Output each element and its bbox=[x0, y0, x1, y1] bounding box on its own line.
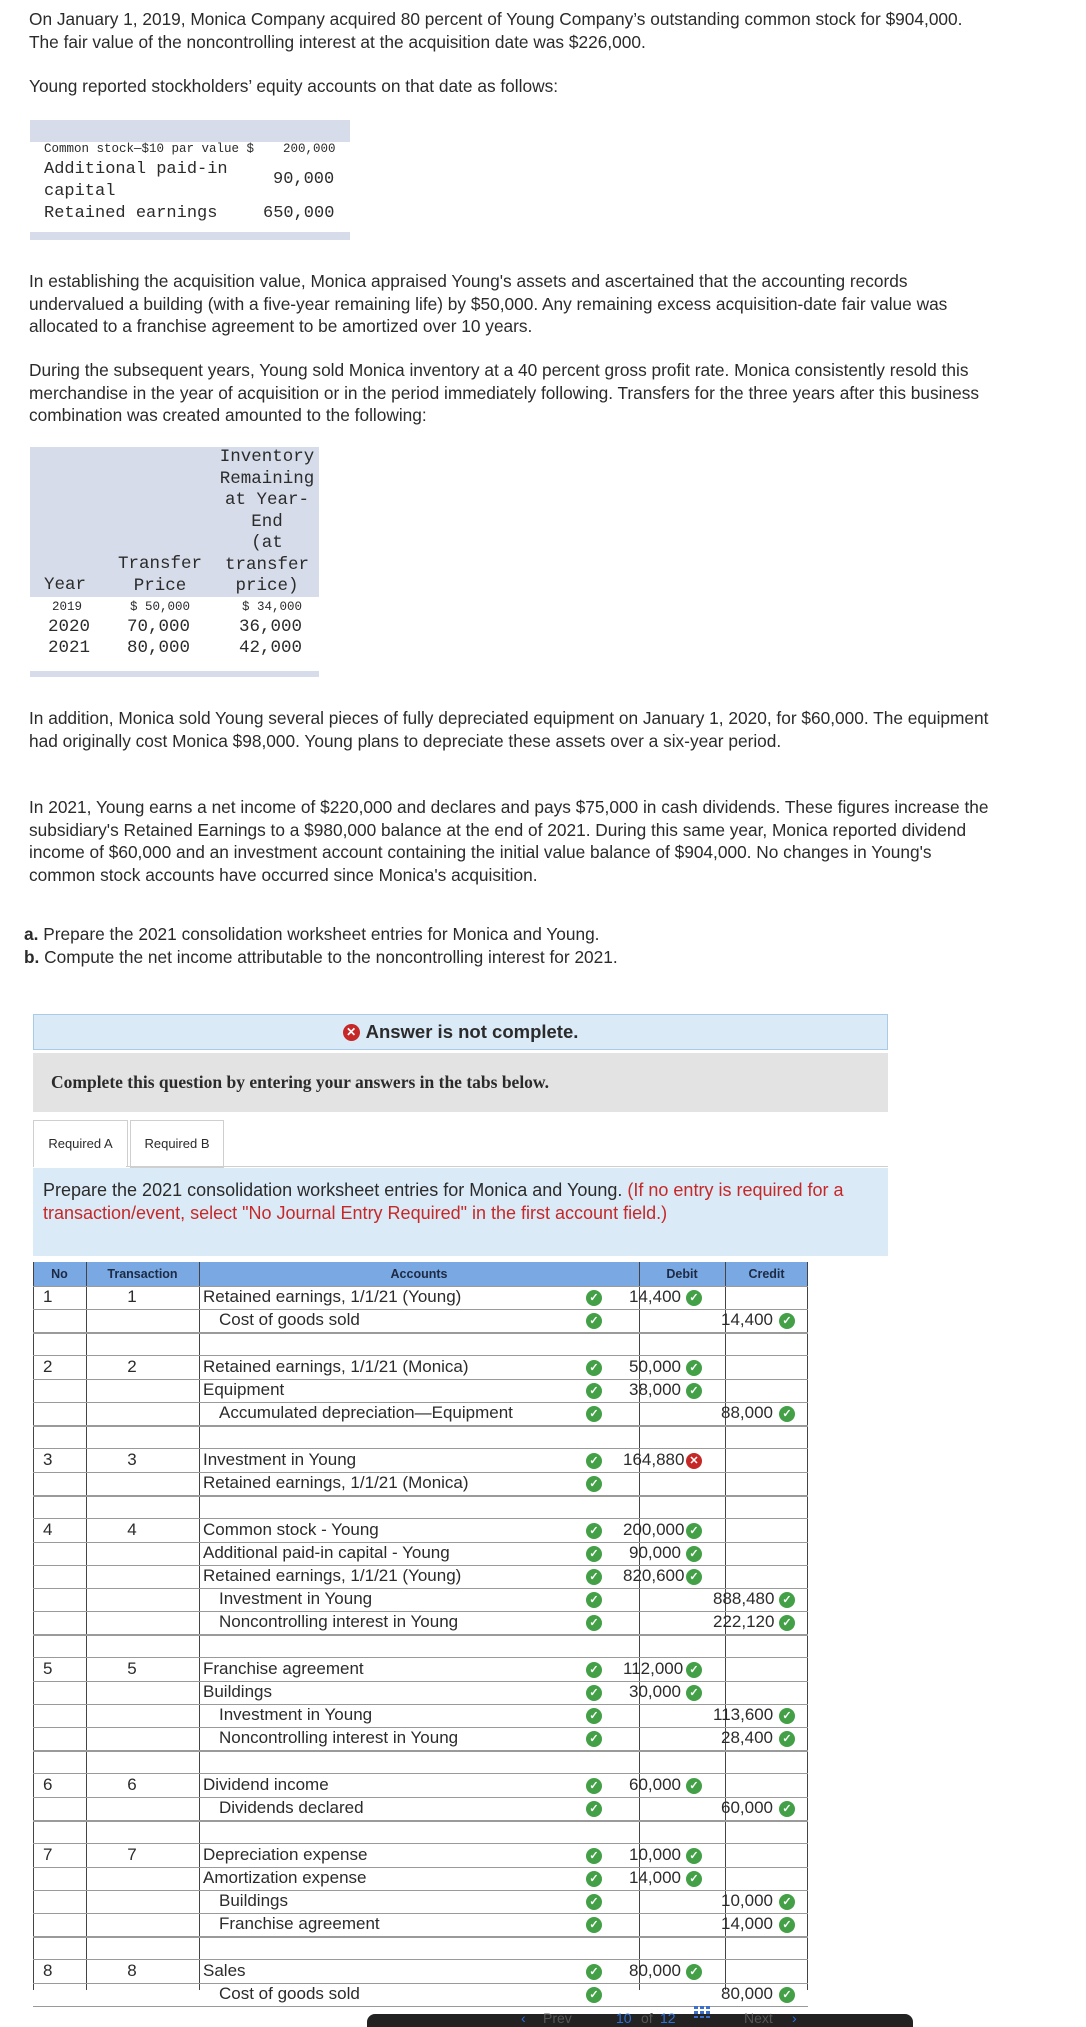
transaction-number: 3 bbox=[127, 1450, 137, 1469]
credit-correct-icon: ✓ bbox=[779, 1313, 795, 1329]
bottom-nav-bar bbox=[367, 2014, 913, 2027]
equity-table bbox=[30, 120, 350, 240]
account-correct-icon: ✓ bbox=[586, 1917, 602, 1933]
transaction-number: 6 bbox=[127, 1775, 137, 1794]
account-correct-icon: ✓ bbox=[586, 1406, 602, 1422]
para-equipment: In addition, Monica sold Young several pieces of fully depreciated equipment on January 1, 2020, for $60,000. The equipment had originally cost Monica $98,000. Young plans to depreciate these assets over a six-year period. bbox=[29, 708, 989, 751]
transaction-number: 4 bbox=[127, 1520, 137, 1539]
entry-number: 3 bbox=[43, 1450, 53, 1469]
complete-instruction: Complete this question by entering your answers in the tabs below. bbox=[33, 1053, 888, 1112]
credit-input[interactable]: 80,000 bbox=[721, 1984, 773, 2003]
account-select[interactable]: Investment in Young bbox=[219, 1589, 373, 1608]
account-correct-icon: ✓ bbox=[586, 1801, 602, 1817]
credit-input[interactable]: 113,600 bbox=[713, 1705, 774, 1724]
common-stock-value: 200,000 bbox=[283, 142, 336, 156]
debit-correct-icon: ✓ bbox=[686, 1662, 702, 1678]
account-correct-icon: ✓ bbox=[586, 1685, 602, 1701]
account-select[interactable]: Investment in Young bbox=[219, 1705, 373, 1724]
account-select[interactable]: Common stock - Young bbox=[203, 1520, 379, 1539]
common-stock-label: Common stock—$10 par value $ bbox=[44, 142, 255, 156]
debit-input[interactable]: 10,000 bbox=[629, 1845, 681, 1864]
transaction-number: 1 bbox=[127, 1287, 137, 1306]
equity-lead: Young reported stockholders’ equity accounts on that date as follows: bbox=[29, 76, 559, 96]
debit-correct-icon: ✓ bbox=[686, 1383, 702, 1399]
apic-value: 90,000 bbox=[273, 170, 335, 189]
debit-input[interactable]: 30,000 bbox=[629, 1682, 681, 1701]
transaction-number: 5 bbox=[127, 1659, 137, 1678]
account-select[interactable]: Noncontrolling interest in Young bbox=[219, 1612, 459, 1631]
account-select[interactable]: Investment in Young bbox=[203, 1450, 357, 1469]
account-select[interactable]: Cost of goods sold bbox=[219, 1984, 360, 2003]
debit-input[interactable]: 112,000 bbox=[623, 1659, 684, 1678]
account-correct-icon: ✓ bbox=[586, 1290, 602, 1306]
account-correct-icon: ✓ bbox=[586, 1546, 602, 1562]
account-select[interactable]: Franchise agreement bbox=[203, 1659, 364, 1678]
account-select[interactable]: Buildings bbox=[203, 1682, 272, 1701]
account-select[interactable]: Buildings bbox=[219, 1891, 288, 1910]
debit-correct-icon: ✓ bbox=[686, 1778, 702, 1794]
entry-number: 2 bbox=[43, 1357, 53, 1376]
account-select[interactable]: Cost of goods sold bbox=[219, 1310, 360, 1329]
account-correct-icon: ✓ bbox=[586, 1523, 602, 1539]
account-correct-icon: ✓ bbox=[586, 1778, 602, 1794]
entry-number: 1 bbox=[43, 1287, 53, 1306]
account-correct-icon: ✓ bbox=[586, 1569, 602, 1585]
credit-input[interactable]: 222,120 bbox=[713, 1612, 775, 1631]
prev-chevron-icon[interactable]: ‹ bbox=[521, 2010, 526, 2026]
entry-number: 8 bbox=[43, 1961, 53, 1980]
retained-earnings-value: 650,000 bbox=[263, 204, 335, 223]
grid-menu-icon[interactable] bbox=[694, 2006, 710, 2018]
account-correct-icon: ✓ bbox=[586, 1731, 602, 1747]
row-2021-inv: 42,000 bbox=[238, 638, 302, 658]
transfer-table bbox=[30, 447, 319, 677]
account-select[interactable]: Sales bbox=[203, 1961, 246, 1980]
retained-earnings-label: Retained earnings bbox=[44, 204, 218, 223]
requirement-a: a. Prepare the 2021 consolidation worksheet entries for Monica and Young. bbox=[24, 924, 600, 944]
credit-correct-icon: ✓ bbox=[779, 1987, 795, 2003]
account-select[interactable]: Franchise agreement bbox=[219, 1914, 380, 1933]
debit-input[interactable]: 200,000 bbox=[623, 1520, 685, 1539]
debit-input[interactable]: 80,000 bbox=[629, 1961, 681, 1980]
transaction-number: 8 bbox=[127, 1961, 137, 1980]
para-building: In establishing the acquisition value, Monica appraised Young's assets and ascertained that the accounting records undervalued a building (with a five-year remaining life) by $50,000. Any remaining excess acquisition-date fair value was allocated to a franchise agreement to be amortized over 10 years. bbox=[29, 271, 948, 336]
tab-required-a[interactable]: Required A bbox=[33, 1120, 128, 1167]
next-chevron-icon[interactable]: › bbox=[792, 2010, 797, 2026]
credit-input[interactable]: 28,400 bbox=[721, 1728, 773, 1747]
col-debit: Debit bbox=[666, 1267, 698, 1281]
debit-correct-icon: ✓ bbox=[686, 1964, 702, 1980]
debit-input[interactable]: 38,000 bbox=[629, 1380, 681, 1399]
account-select[interactable]: Retained earnings, 1/1/21 (Young) bbox=[203, 1287, 462, 1306]
credit-input[interactable]: 60,000 bbox=[721, 1798, 773, 1817]
account-select[interactable]: Depreciation expense bbox=[203, 1845, 368, 1864]
account-correct-icon: ✓ bbox=[586, 1987, 602, 2003]
col-transaction: Transaction bbox=[107, 1267, 178, 1281]
credit-correct-icon: ✓ bbox=[779, 1406, 795, 1422]
account-correct-icon: ✓ bbox=[586, 1383, 602, 1399]
row-2020-year: 2020 bbox=[47, 617, 90, 637]
row-2020-price: 70,000 bbox=[126, 617, 190, 637]
account-select[interactable]: Amortization expense bbox=[203, 1868, 367, 1887]
credit-correct-icon: ✓ bbox=[779, 1801, 795, 1817]
account-select[interactable]: Noncontrolling interest in Young bbox=[219, 1728, 459, 1747]
entry-number: 5 bbox=[43, 1659, 53, 1678]
debit-input[interactable]: 164,880 bbox=[623, 1450, 685, 1469]
credit-correct-icon: ✓ bbox=[779, 1894, 795, 1910]
debit-correct-icon: ✓ bbox=[686, 1871, 702, 1887]
apic-label-2: capital bbox=[44, 182, 116, 201]
account-correct-icon: ✓ bbox=[586, 1894, 602, 1910]
account-correct-icon: ✓ bbox=[586, 1615, 602, 1631]
instructions: Prepare the 2021 consolidation worksheet entries for Monica and Young. (If no entry is required for a transaction/event, select "No Journal Entry Required" in the first account field.) bbox=[33, 1168, 888, 1256]
inv-header: Inventory Remaining at Year- End (at transfer price) bbox=[219, 447, 315, 596]
debit-incorrect-icon: ✕ bbox=[686, 1453, 702, 1469]
para-inventory: During the subsequent years, Young sold Monica inventory at a 40 percent gross profit rate. Monica consistently resold this merchandise in the year of acquisition or in the period immediately following. Transfers for the three years after this business combination was created amounted to the following: bbox=[29, 360, 979, 425]
account-correct-icon: ✓ bbox=[586, 1662, 602, 1678]
debit-input[interactable]: 90,000 bbox=[629, 1543, 681, 1562]
account-select[interactable]: Retained earnings, 1/1/21 (Monica) bbox=[203, 1473, 469, 1492]
page-total: 12 bbox=[660, 2010, 676, 2026]
debit-input[interactable]: 14,000 bbox=[629, 1868, 681, 1887]
account-select[interactable]: Accumulated depreciation—Equipment bbox=[219, 1403, 513, 1422]
tab-required-b[interactable]: Required B bbox=[130, 1120, 224, 1168]
account-select[interactable]: Equipment bbox=[203, 1380, 285, 1399]
entry-number: 6 bbox=[43, 1775, 53, 1794]
account-correct-icon: ✓ bbox=[586, 1592, 602, 1608]
debit-correct-icon: ✓ bbox=[686, 1569, 702, 1585]
account-correct-icon: ✓ bbox=[586, 1871, 602, 1887]
requirement-b: b. Compute the net income attributable to the noncontrolling interest for 2021. bbox=[24, 947, 618, 967]
error-icon: ✕ bbox=[343, 1024, 360, 1041]
entry-number: 4 bbox=[43, 1520, 53, 1539]
col-no: No bbox=[51, 1267, 68, 1281]
account-correct-icon: ✓ bbox=[586, 1848, 602, 1864]
problem-intro: On January 1, 2019, Monica Company acquired 80 percent of Young Company’s outstanding common stock for $904,000. The fair value of the noncontrolling interest at the acquisition date was $226,000. bbox=[29, 9, 963, 52]
page-of: of bbox=[641, 2010, 653, 2026]
transaction-number: 2 bbox=[127, 1357, 137, 1376]
credit-input[interactable]: 14,400 bbox=[721, 1310, 773, 1329]
transaction-number: 7 bbox=[127, 1845, 137, 1864]
next-button[interactable]: Next bbox=[744, 2010, 773, 2026]
page-current: 10 bbox=[616, 2010, 632, 2026]
debit-correct-icon: ✓ bbox=[686, 1360, 702, 1376]
debit-correct-icon: ✓ bbox=[686, 1848, 702, 1864]
row-2019-year: 2019 bbox=[51, 600, 82, 614]
credit-correct-icon: ✓ bbox=[779, 1917, 795, 1933]
debit-correct-icon: ✓ bbox=[686, 1290, 702, 1306]
col-accounts: Accounts bbox=[390, 1267, 448, 1281]
row-2020-inv: 36,000 bbox=[238, 617, 302, 637]
account-select[interactable]: Dividend income bbox=[203, 1775, 329, 1794]
answer-status-bar: ✕ Answer is not complete. bbox=[33, 1014, 888, 1050]
credit-correct-icon: ✓ bbox=[779, 1731, 795, 1747]
account-correct-icon: ✓ bbox=[586, 1313, 602, 1329]
prev-button[interactable]: Prev bbox=[543, 2010, 572, 2026]
credit-correct-icon: ✓ bbox=[779, 1708, 795, 1724]
para-2021: In 2021, Young earns a net income of $220,000 and declares and pays $75,000 in cash dividends. These figures increase the subsidiary's Retained Earnings to a $980,000 balance at the end of 2021. During this same year, Monica reported dividend income of $60,000 and an investment account containing the initial value balance of $904,000. No changes in Young's common stock accounts have occurred since Monica's acquisition. bbox=[29, 797, 989, 885]
account-select[interactable]: Dividends declared bbox=[219, 1798, 364, 1817]
apic-label-1: Additional paid-in bbox=[44, 160, 228, 179]
debit-input[interactable]: 14,400 bbox=[629, 1287, 681, 1306]
debit-input[interactable]: 60,000 bbox=[629, 1775, 681, 1794]
credit-correct-icon: ✓ bbox=[779, 1592, 795, 1608]
debit-correct-icon: ✓ bbox=[686, 1523, 702, 1539]
price-header: Transfer Price bbox=[117, 554, 202, 596]
debit-input[interactable]: 820,600 bbox=[623, 1566, 685, 1585]
debit-correct-icon: ✓ bbox=[686, 1546, 702, 1562]
account-select[interactable]: Retained earnings, 1/1/21 (Young) bbox=[203, 1566, 462, 1585]
debit-correct-icon: ✓ bbox=[686, 1685, 702, 1701]
credit-correct-icon: ✓ bbox=[779, 1615, 795, 1631]
journal-entry-grid bbox=[33, 1262, 808, 2003]
credit-input[interactable]: 14,000 bbox=[721, 1914, 773, 1933]
account-select[interactable]: Additional paid-in capital - Young bbox=[203, 1543, 450, 1562]
debit-input[interactable]: 50,000 bbox=[629, 1357, 681, 1376]
row-2021-price: 80,000 bbox=[126, 638, 190, 658]
account-correct-icon: ✓ bbox=[586, 1360, 602, 1376]
account-correct-icon: ✓ bbox=[586, 1453, 602, 1469]
credit-input[interactable]: 88,000 bbox=[721, 1403, 773, 1422]
row-2021-year: 2021 bbox=[47, 638, 90, 658]
account-correct-icon: ✓ bbox=[586, 1964, 602, 1980]
account-select[interactable]: Retained earnings, 1/1/21 (Monica) bbox=[203, 1357, 469, 1376]
credit-input[interactable]: 10,000 bbox=[721, 1891, 773, 1910]
credit-input[interactable]: 888,480 bbox=[713, 1589, 775, 1608]
row-2019-inv: $ 34,000 bbox=[241, 600, 302, 614]
equity-table-footer bbox=[30, 232, 350, 240]
year-header: Year bbox=[43, 575, 86, 595]
account-correct-icon: ✓ bbox=[586, 1708, 602, 1724]
col-credit: Credit bbox=[748, 1267, 785, 1281]
row-2019-price: $ 50,000 bbox=[129, 600, 190, 614]
entry-number: 7 bbox=[43, 1845, 53, 1864]
account-correct-icon: ✓ bbox=[586, 1476, 602, 1492]
